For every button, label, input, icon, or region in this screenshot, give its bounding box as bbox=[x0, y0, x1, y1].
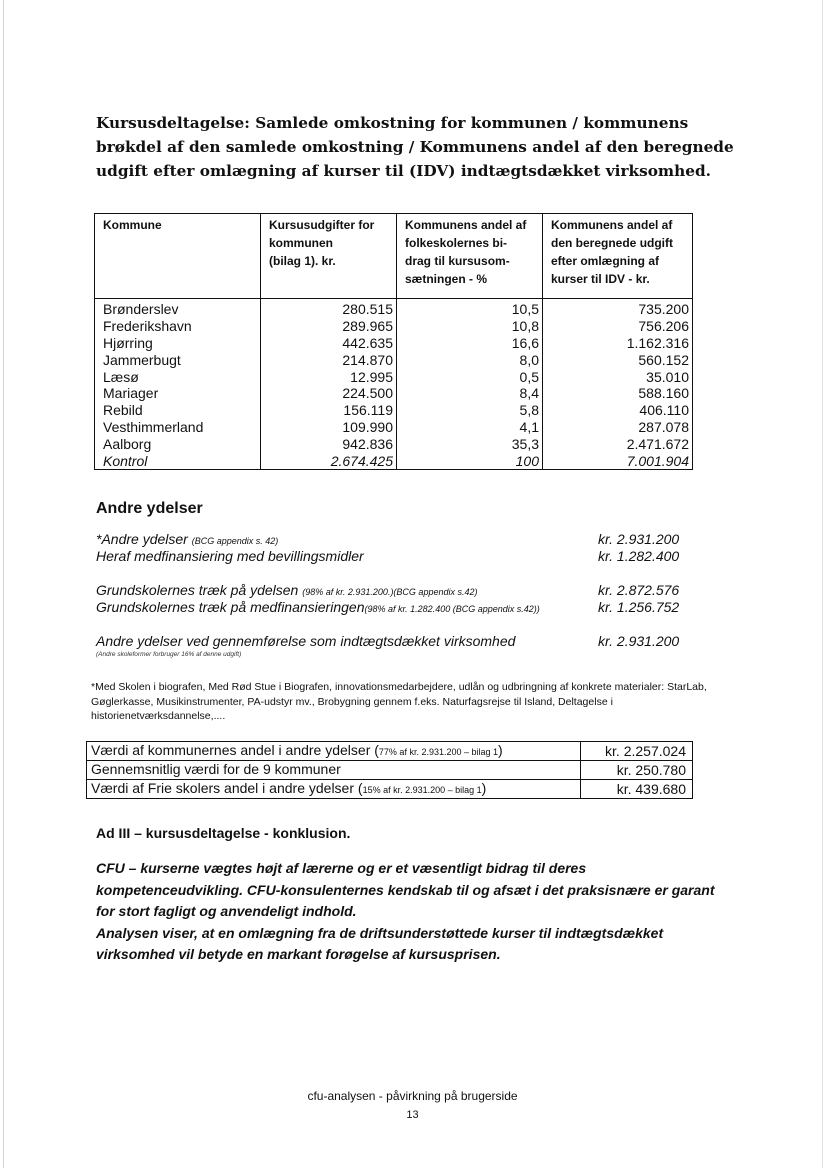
andel-pct-cell: 16,6 bbox=[397, 335, 543, 352]
kommune-name-cell: Jammerbugt bbox=[95, 351, 261, 368]
page-edge-left bbox=[3, 0, 4, 1168]
header-line: sætningen - % bbox=[405, 272, 488, 286]
vaerdi-label-cell bbox=[87, 761, 581, 780]
kommune-name-cell: Frederikshavn bbox=[95, 318, 261, 335]
kommune-name-cell: Kontrol bbox=[95, 452, 261, 469]
medfinansiering-line bbox=[96, 548, 696, 565]
andel-kr-cell: 287.078 bbox=[543, 419, 693, 436]
table-row bbox=[95, 368, 693, 385]
andel-kr-cell: 756.206 bbox=[543, 318, 693, 335]
andre-ydelser-label: *Andre ydelser bbox=[96, 531, 188, 547]
andel-pct-cell: 10,5 bbox=[397, 299, 543, 318]
idv-line bbox=[96, 633, 696, 650]
grundskole-traek-amount: kr. 2.872.576 bbox=[598, 582, 680, 598]
andel-kr-cell: 35.010 bbox=[543, 368, 693, 385]
footnote: *Med Skolen i biografen, Med Rød Stue i Biografen, innovationsmedarbejdere, udlån og udbringning af konkrete materialer: StarLab, Gøglerkasse, Musikinstrumenter, PA-udstyr mv., Brobygning gennem f.eks. Naturfagsrejse til Island, Deltagelse i historienetværksdannelse,.... bbox=[91, 681, 707, 722]
andel-kr-cell: 735.200 bbox=[543, 299, 693, 318]
medfinansiering-amount: kr. 1.282.400 bbox=[598, 548, 680, 564]
table-row bbox=[95, 385, 693, 402]
header-line: folkeskolernes bi- bbox=[405, 236, 508, 250]
andel-pct-cell: 10,8 bbox=[397, 318, 543, 335]
header-line: kommunen bbox=[269, 236, 334, 250]
table-row bbox=[95, 419, 693, 436]
grundskole-medfin-source: (98% af kr. 1.282.400 (BCG appendix s.42)) bbox=[364, 604, 540, 614]
kursusudgift-cell: 289.965 bbox=[261, 318, 397, 335]
andel-pct-cell: 0,5 bbox=[397, 368, 543, 385]
header-line: Kommunens andel af bbox=[405, 218, 527, 232]
header-line: (bilag 1). kr. bbox=[269, 254, 336, 268]
table-row bbox=[95, 351, 693, 368]
vaerdi-amount-cell: kr. 2.257.024 bbox=[581, 742, 693, 761]
kursusudgift-cell: 942.836 bbox=[261, 435, 397, 452]
andre-ydelser-amount: kr. 2.931.200 bbox=[598, 531, 680, 547]
conclusion-paragraph-2: Analysen viser, at en omlægning fra de driftsunderstøttede kurser til indtægtsdækket virksomhed vil betyde en markant forøgelse af kursusprisen. bbox=[96, 924, 664, 962]
table-row bbox=[95, 452, 693, 469]
kursusudgift-cell: 214.870 bbox=[261, 351, 397, 368]
kommune-table-header bbox=[95, 214, 693, 299]
section-title: Kursusdeltagelse: Samlede omkostning for kommunen / kommunens brøkdel af den samlede omkostning / Kommunens andel af den beregnede udgift efter omlægning af kurser til (IDV) indtægtsdækket virksomhed. bbox=[96, 114, 734, 180]
vaerdi-amount-cell: kr. 439.680 bbox=[581, 780, 693, 799]
vaerdi-label: Gennemsnitlig værdi for de 9 kommuner bbox=[91, 761, 341, 777]
vaerdi-table bbox=[86, 741, 693, 799]
header-line: kurser til IDV - kr. bbox=[551, 272, 650, 286]
vaerdi-label-cell bbox=[87, 780, 581, 799]
andel-pct-cell: 8,4 bbox=[397, 385, 543, 402]
andre-ydelser-source: (BCG appendix s. 42) bbox=[191, 536, 279, 546]
vaerdi-close: ) bbox=[498, 742, 503, 758]
vaerdi-label: Værdi af Frie skolers andel i andre ydelser ( bbox=[91, 780, 363, 796]
table-row bbox=[87, 761, 693, 780]
header-kursusudgifter bbox=[261, 214, 397, 299]
vaerdi-amount-cell: kr. 250.780 bbox=[581, 761, 693, 780]
table-row bbox=[87, 742, 693, 761]
andel-kr-cell: 2.471.672 bbox=[543, 435, 693, 452]
table-row bbox=[87, 780, 693, 799]
vaerdi-close: ) bbox=[481, 780, 487, 796]
andel-pct-cell: 4,1 bbox=[397, 419, 543, 436]
medfinansiering-label: Heraf medfinansiering med bevillingsmidler bbox=[96, 548, 364, 564]
idv-note: (Andre skoleformer forbruger 16% af denne udgift) bbox=[96, 651, 242, 658]
andel-pct-cell: 35,3 bbox=[397, 435, 543, 452]
kommune-name-cell: Rebild bbox=[95, 402, 261, 419]
page-number: 13 bbox=[406, 1109, 419, 1121]
andel-kr-cell: 1.162.316 bbox=[543, 335, 693, 352]
table-row bbox=[95, 318, 693, 335]
andre-ydelser-heading: Andre ydelser bbox=[96, 500, 203, 517]
andel-pct-cell: 100 bbox=[397, 452, 543, 469]
andel-kr-cell: 406.110 bbox=[543, 402, 693, 419]
andel-kr-cell: 588.160 bbox=[543, 385, 693, 402]
page-edge-right bbox=[822, 0, 823, 1168]
vaerdi-small: 15% af kr. 2.931.200 – bilag 1 bbox=[362, 785, 482, 795]
header-line: den beregnede udgift bbox=[551, 236, 674, 250]
footer-text: cfu-analysen - påvirkning på brugerside bbox=[307, 1089, 518, 1103]
kommune-table bbox=[94, 213, 693, 470]
conclusion-heading: Ad III – kursusdeltagelse - konklusion. bbox=[96, 825, 351, 841]
header-andel-pct bbox=[397, 214, 543, 299]
table-row bbox=[95, 435, 693, 452]
kursusudgift-cell: 442.635 bbox=[261, 335, 397, 352]
header-line: efter omlægning af bbox=[551, 254, 660, 268]
vaerdi-small: 77% af kr. 2.931.200 – bilag 1 bbox=[378, 747, 499, 757]
table-row bbox=[95, 402, 693, 419]
kursusudgift-cell: 109.990 bbox=[261, 419, 397, 436]
idv-label: Andre ydelser ved gennemførelse som indtægtsdækket virksomhed bbox=[96, 633, 516, 649]
kommune-name-cell: Læsø bbox=[95, 368, 261, 385]
header-line: Kommunens andel af bbox=[551, 218, 673, 232]
vaerdi-label: Værdi af kommunernes andel i andre ydelser ( bbox=[91, 742, 379, 758]
kursusudgift-cell: 12.995 bbox=[261, 368, 397, 385]
andel-pct-cell: 5,8 bbox=[397, 402, 543, 419]
kommune-name-cell: Aalborg bbox=[95, 435, 261, 452]
kommune-name-cell: Vesthimmerland bbox=[95, 419, 261, 436]
idv-amount: kr. 2.931.200 bbox=[598, 633, 680, 649]
grundskole-traek-source: (98% af kr. 2.931.200.)(BCG appendix s.42) bbox=[302, 587, 478, 597]
header-kommune bbox=[95, 214, 261, 299]
table-row bbox=[95, 335, 693, 352]
kommune-name-cell: Brønderslev bbox=[95, 299, 261, 318]
grundskole-medfin-line bbox=[96, 599, 696, 618]
conclusion-paragraph-1: CFU – kurserne vægtes højt af lærerne og er et væsentligt bidrag til deres kompetenceudvikling. CFU-konsulenternes kendskab til og afsæt i det praksisnære er garant for stort fagligt og anvendeligt indhold. bbox=[96, 860, 715, 919]
header-andel-kr bbox=[543, 214, 693, 299]
andel-kr-cell: 560.152 bbox=[543, 351, 693, 368]
andel-pct-cell: 8,0 bbox=[397, 351, 543, 368]
grundskole-medfin-label: Grundskolernes træk på medfinansieringen bbox=[96, 599, 365, 615]
kommune-name-cell: Hjørring bbox=[95, 335, 261, 352]
header-line: drag til kursusom- bbox=[405, 254, 510, 268]
header-line: Kommune bbox=[103, 218, 162, 232]
conclusion-text bbox=[96, 858, 736, 966]
kursusudgift-cell: 224.500 bbox=[261, 385, 397, 402]
kommune-name-cell: Mariager bbox=[95, 385, 261, 402]
kursusudgift-cell: 2.674.425 bbox=[261, 452, 397, 469]
header-line: Kursusudgifter for bbox=[269, 218, 375, 232]
kursusudgift-cell: 156.119 bbox=[261, 402, 397, 419]
grundskole-medfin-amount: kr. 1.256.752 bbox=[598, 599, 680, 615]
kursusudgift-cell: 280.515 bbox=[261, 299, 397, 318]
grundskole-traek-label: Grundskolernes træk på ydelsen bbox=[96, 582, 299, 598]
andel-kr-cell: 7.001.904 bbox=[543, 452, 693, 469]
table-row bbox=[95, 299, 693, 318]
vaerdi-label-cell bbox=[87, 742, 581, 761]
